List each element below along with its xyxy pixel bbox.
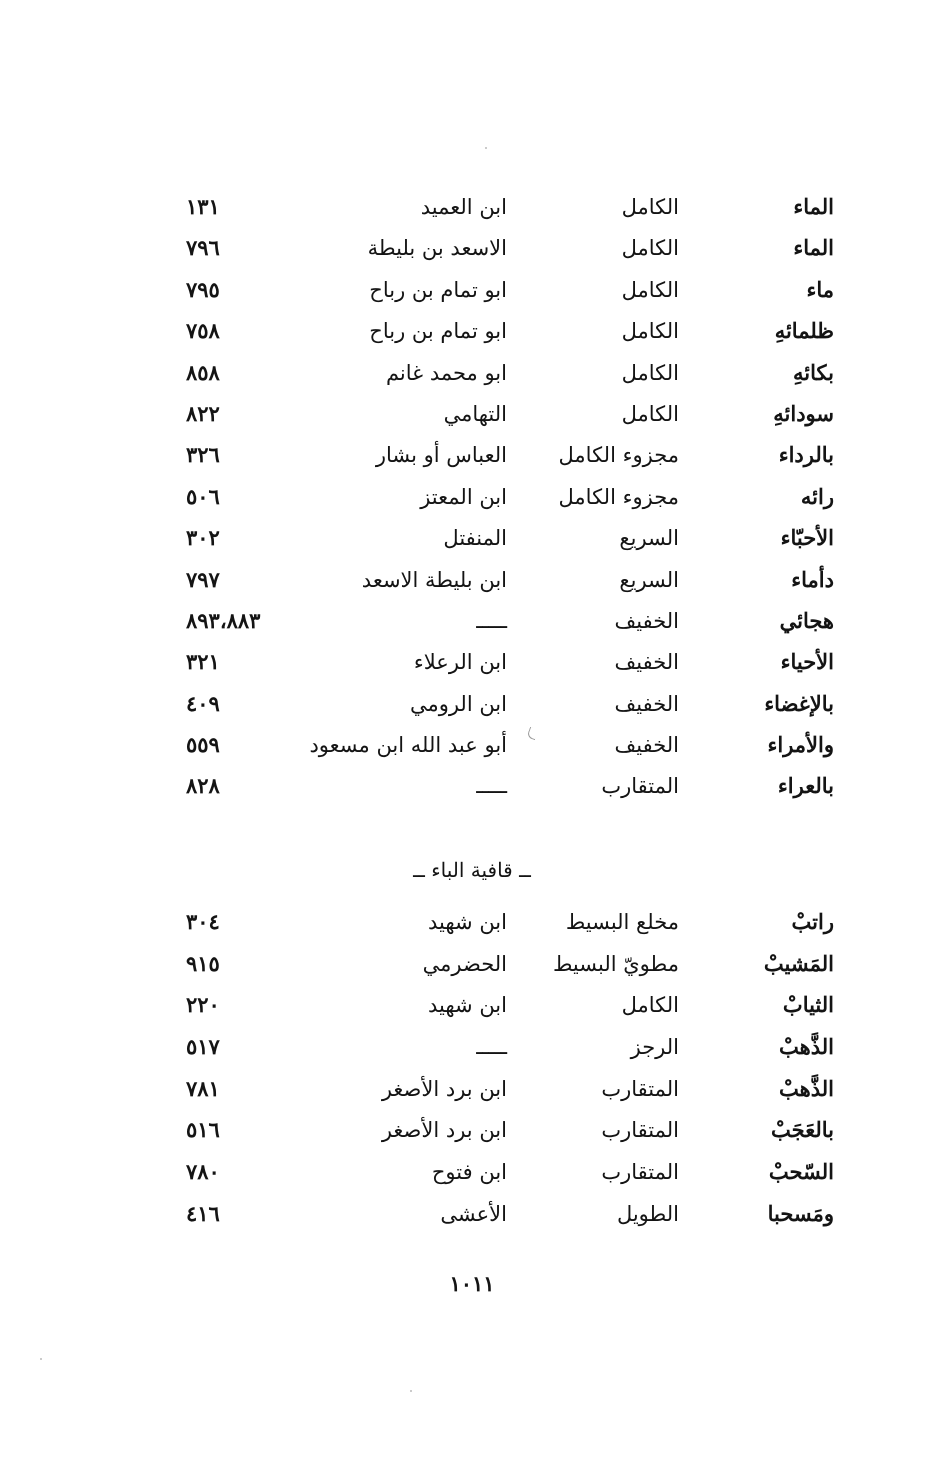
poetic-meter: المتقارب <box>601 1118 679 1143</box>
poetic-meter: السريع <box>619 526 679 551</box>
poet-name: الاسعد بن بليطة <box>367 236 507 261</box>
poet-name: ابن برد الأصغر <box>381 1118 507 1143</box>
table-row <box>0 1112 944 1154</box>
poetic-meter: الكامل <box>621 236 679 261</box>
table-row <box>0 644 944 685</box>
rhyme-word: ومَسحبا <box>767 1200 834 1226</box>
page-reference: ٨٢٨ <box>186 773 220 799</box>
page-reference: ٢٢٠ <box>186 992 220 1018</box>
page-reference: ٩١٥ <box>186 950 220 976</box>
poet-name: ابن فتوح <box>431 1160 507 1185</box>
page-reference: ٨٥٨ <box>186 359 220 385</box>
poet-name: التهامي <box>443 401 507 426</box>
poet-name: ـــــ <box>476 608 507 633</box>
scan-speck <box>410 1390 412 1392</box>
poet-name: ابو محمد غانم <box>385 360 507 385</box>
page-number: ١٠١١ <box>449 1271 495 1296</box>
table-row <box>0 562 944 603</box>
poetic-meter: الخفيف <box>614 691 679 716</box>
rhyme-word: هجائي <box>779 607 834 633</box>
page-reference: ٨٢٢ <box>186 400 220 426</box>
table-row <box>0 904 944 946</box>
poetic-meter: مطويّ البسيط <box>552 951 679 976</box>
table-row <box>0 1196 944 1238</box>
page-reference: ٧٩٧ <box>186 566 220 592</box>
table-row <box>0 272 944 313</box>
page-reference: ٤١٦ <box>186 1200 220 1226</box>
poetic-meter: الكامل <box>621 360 679 385</box>
page-reference: ٧٥٨ <box>186 318 220 344</box>
page-reference: ٥٥٩ <box>186 732 220 758</box>
rhyme-word: الذَّهبْ <box>779 1075 834 1101</box>
poetic-meter: الكامل <box>621 319 679 344</box>
poetic-meter: مجزوء الكامل <box>558 484 679 509</box>
poet-name: ابن الرومي <box>409 691 507 716</box>
page-reference: ٥١٦ <box>186 1117 220 1143</box>
rhyme-word: الأحياء <box>780 649 834 675</box>
poetic-meter: الخفيف <box>614 733 679 758</box>
table-row <box>0 768 944 809</box>
rhyme-word: بالرداء <box>778 442 834 468</box>
page-reference: ٨٩٣،٨٨٣ <box>186 607 261 633</box>
scan-speck <box>40 1358 42 1360</box>
poetic-meter: المتقارب <box>601 774 679 799</box>
table-row <box>0 355 944 396</box>
poet-name: ابو تمام بن رباح <box>369 277 507 302</box>
poetic-meter: مخلع البسيط <box>565 910 679 934</box>
poet-name: ابن بليطة الاسعد <box>361 567 507 592</box>
poetic-meter: الخفيف <box>614 608 679 633</box>
page-reference: ٣٠٤ <box>186 909 220 934</box>
table-row <box>0 727 944 768</box>
poet-name: ابو تمام بن رباح <box>369 319 507 344</box>
rhyme-word: بالعراء <box>777 773 834 799</box>
table-row <box>0 396 944 437</box>
poet-name: ابن المعتز <box>420 484 507 509</box>
rhyme-word: راتبْ <box>791 909 834 934</box>
poet-name: ـــــ <box>476 1035 507 1060</box>
rhyme-word: الثيابْ <box>782 992 834 1018</box>
rhyme-word: بالعَجَبْ <box>771 1117 834 1143</box>
poet-name: المنفتل <box>443 526 507 551</box>
poet-name: العباس أو بشار <box>375 443 507 468</box>
poet-name: ابن شهيد <box>428 993 507 1018</box>
poetic-meter: الكامل <box>621 195 679 219</box>
scan-speck <box>485 147 487 149</box>
page-reference: ٥١٧ <box>186 1034 220 1060</box>
rhyme-word: والأمراء <box>767 732 834 758</box>
table-row <box>0 946 944 988</box>
index-table-hamza <box>0 189 944 810</box>
rhyme-word: الذَّهبْ <box>779 1034 834 1060</box>
rhyme-word: دأماء <box>791 566 834 592</box>
poet-name: الأعشى <box>440 1201 507 1226</box>
poet-name: الحضرمي <box>422 951 507 976</box>
poetic-meter: الرجز <box>630 1035 679 1060</box>
poetic-meter: مجزوء الكامل <box>558 443 679 468</box>
page-reference: ١٣١ <box>186 194 220 219</box>
table-row <box>0 230 944 271</box>
page-reference: ٤٠٩ <box>186 690 220 716</box>
poet-name: ابن برد الأصغر <box>381 1076 507 1101</box>
table-row <box>0 1029 944 1071</box>
poet-name: ـــــ <box>476 774 507 799</box>
poet-name: ابن شهيد <box>428 910 507 934</box>
rhyme-word: سودائهِ <box>773 400 834 426</box>
page-reference: ٣٢٦ <box>186 442 220 468</box>
poetic-meter: الكامل <box>621 993 679 1018</box>
poet-name: أبو عبد الله ابن مسعود <box>309 733 507 758</box>
page-reference: ٣٠٢ <box>186 525 220 551</box>
poet-name: ابن العميد <box>420 195 507 219</box>
table-row <box>0 686 944 727</box>
table-row <box>0 437 944 478</box>
poetic-meter: الكامل <box>621 277 679 302</box>
rhyme-word: ظلمائهِ <box>774 318 834 344</box>
rhyme-word: الماء <box>793 194 834 219</box>
page-reference: ٧٩٥ <box>186 276 220 302</box>
poetic-meter: الكامل <box>621 401 679 426</box>
table-row <box>0 189 944 230</box>
rhyme-word: ماء <box>806 276 834 302</box>
rhyme-word: بكائهِ <box>793 359 834 385</box>
table-row <box>0 520 944 561</box>
poetic-meter: السريع <box>619 567 679 592</box>
page-reference: ٥٠٦ <box>186 483 220 509</box>
poetic-meter: المتقارب <box>601 1076 679 1101</box>
index-table-ba <box>0 904 944 1238</box>
rhyme-word: الأحبّاء <box>780 525 834 551</box>
table-row <box>0 313 944 354</box>
rhyme-word: رائه <box>800 483 834 509</box>
rhyme-word: المَشيبْ <box>763 950 834 976</box>
rhyme-word: السّحبْ <box>768 1159 834 1185</box>
poetic-meter: الخفيف <box>614 650 679 675</box>
poet-name: ابن الرعلاء <box>413 650 507 675</box>
page-reference: ٧٩٦ <box>186 235 220 261</box>
table-row <box>0 1071 944 1113</box>
rhyme-word: بالإغضاء <box>764 690 834 716</box>
table-row <box>0 1154 944 1196</box>
poetic-meter: الطويل <box>616 1201 679 1226</box>
poetic-meter: المتقارب <box>601 1160 679 1185</box>
page-reference: ٧٨٠ <box>186 1159 220 1185</box>
table-row <box>0 479 944 520</box>
table-row <box>0 603 944 644</box>
rhyme-word: الماء <box>793 235 834 261</box>
section-heading: ــ قافية الباء ــ <box>413 858 531 882</box>
table-row <box>0 987 944 1029</box>
page-reference: ٣٢١ <box>186 649 220 675</box>
page-reference: ٧٨١ <box>186 1075 220 1101</box>
